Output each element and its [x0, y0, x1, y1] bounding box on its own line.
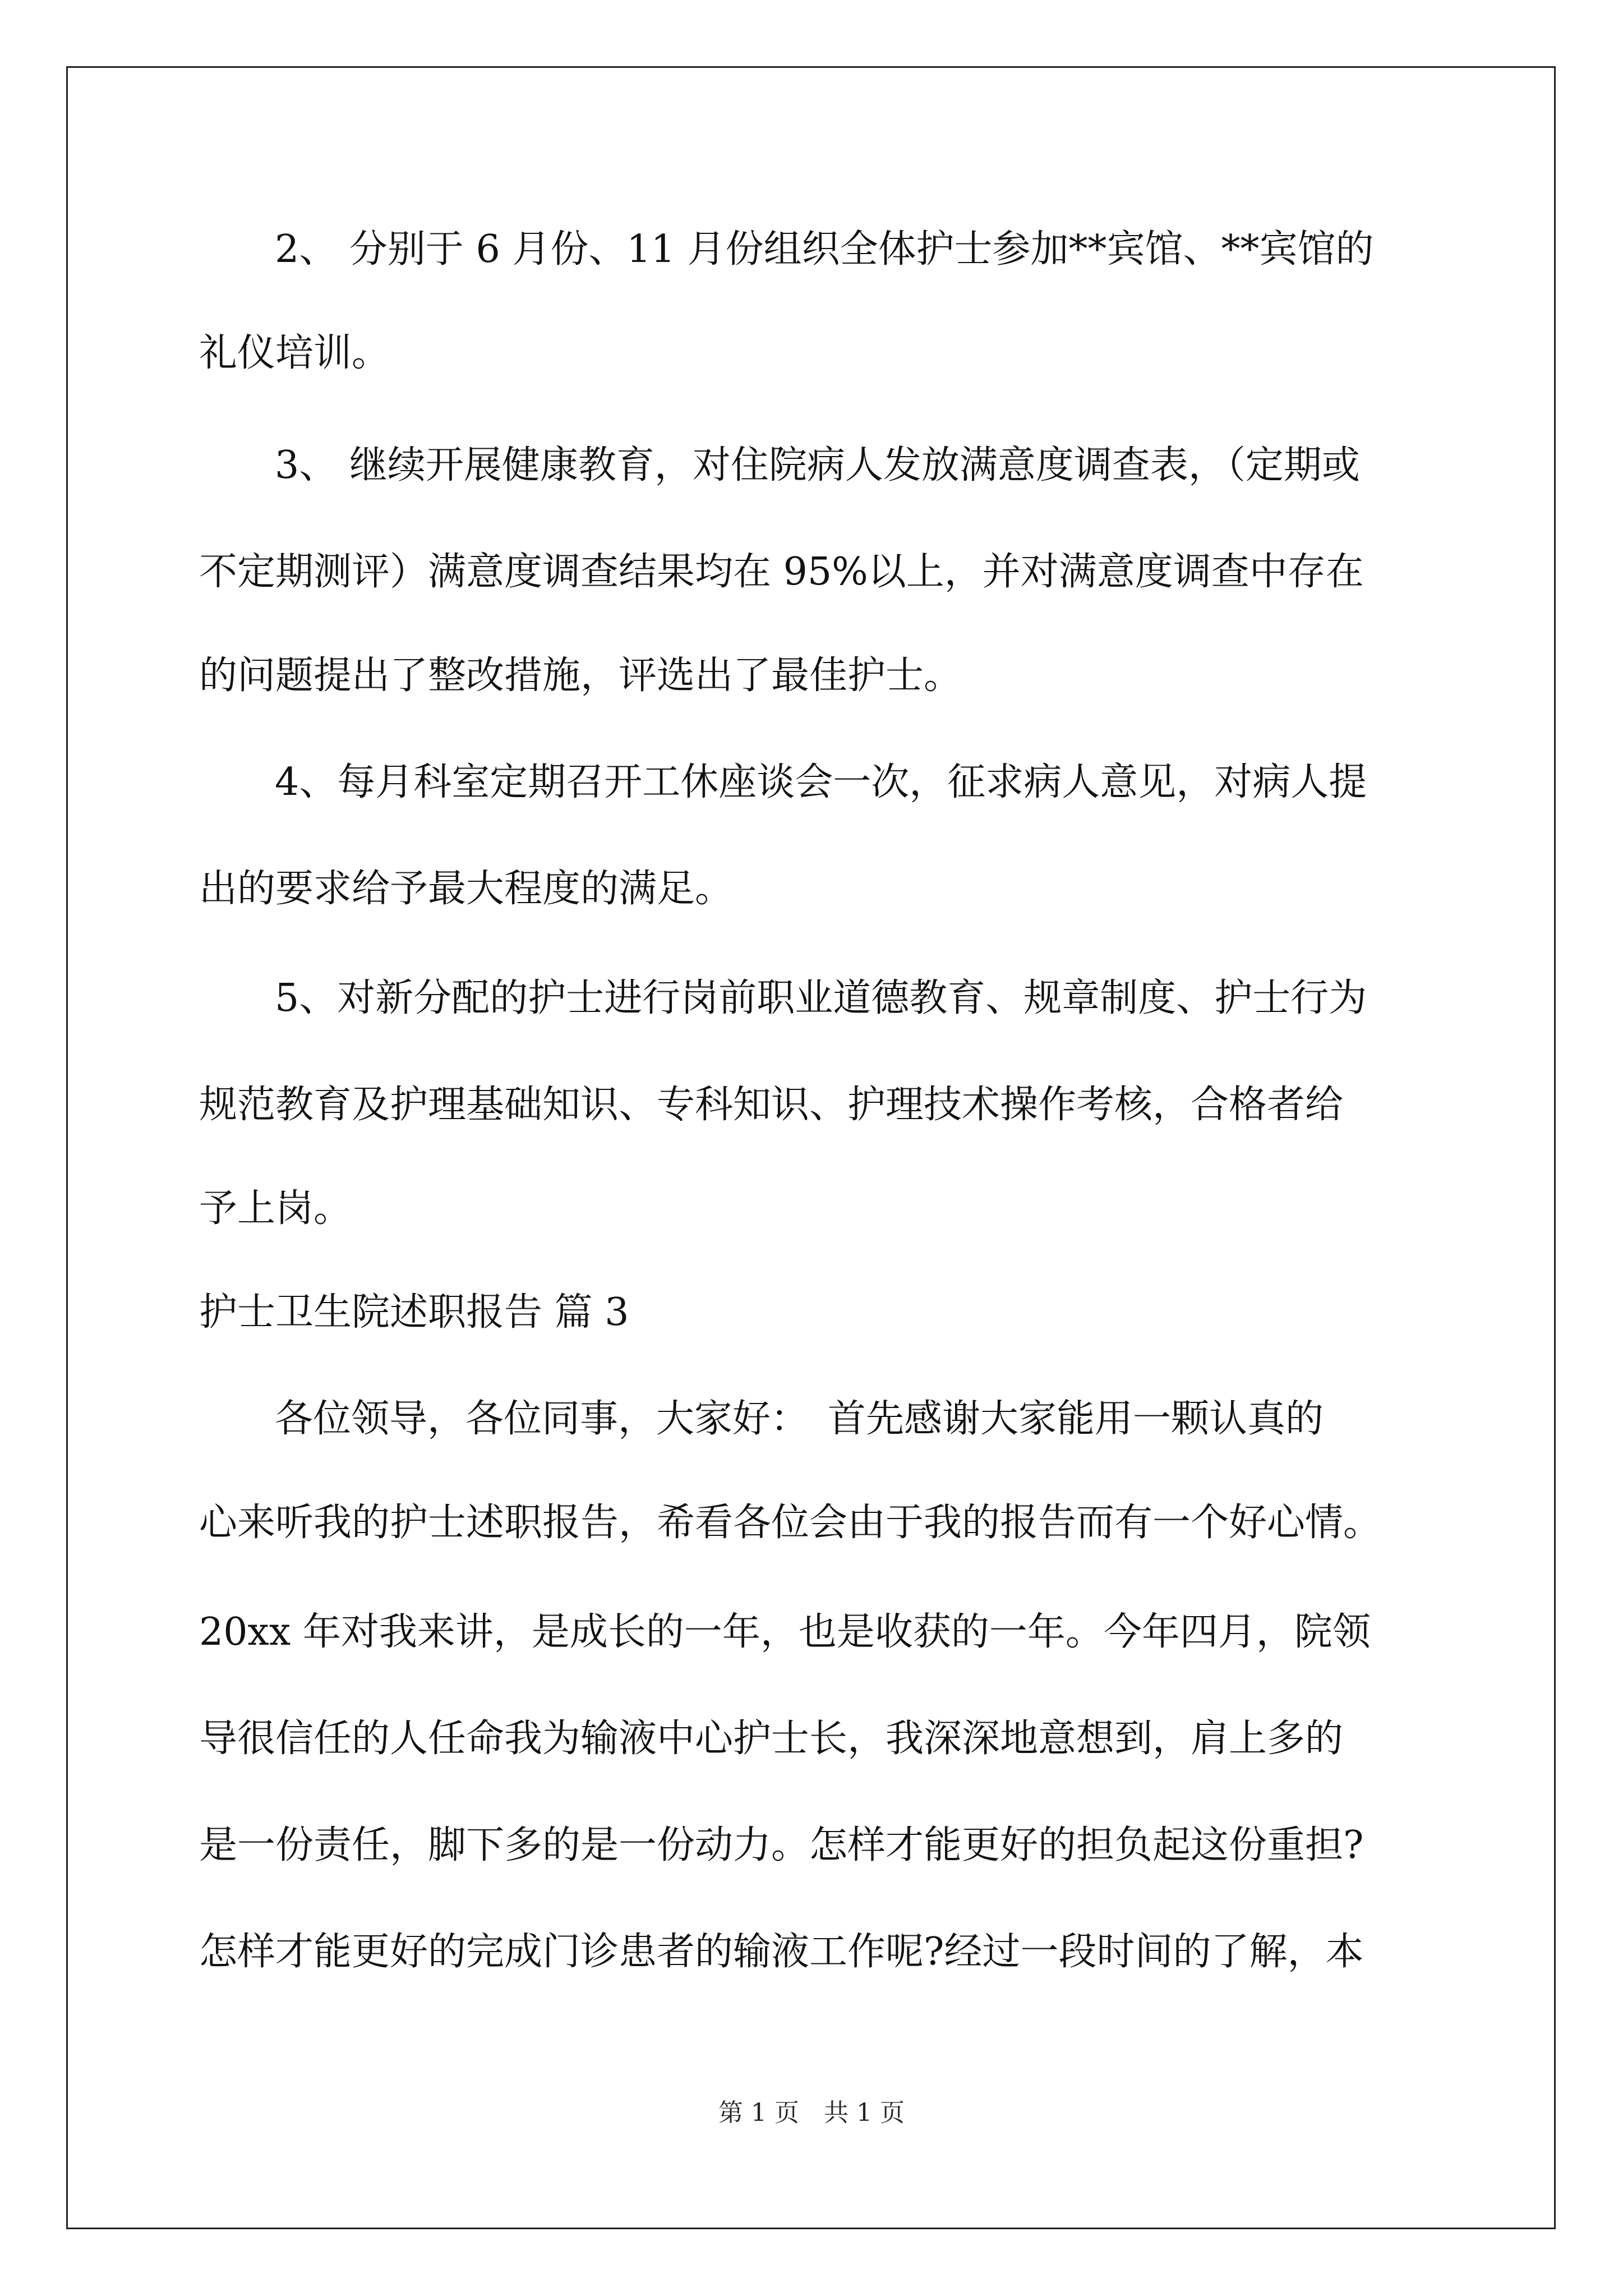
paragraph-6-line-1: 各位领导，各位同事，大家好： 首先感谢大家能用一颗认真的 — [275, 1397, 1324, 1441]
section-heading: 护士卫生院述职报告 篇 3 — [199, 1290, 629, 1335]
paragraph-5-line-2: 规范教育及护理基础知识、专科知识、护理技术操作考核，合格者给 — [199, 1083, 1344, 1127]
page-footer: 第 1 页 共 1 页 — [718, 2099, 905, 2127]
paragraph-4-line-2: 出的要求给予最大程度的满足。 — [199, 867, 734, 911]
page-border — [66, 66, 1556, 2229]
paragraph-6-line-4: 导很信任的人任命我为输液中心护士长，我深深地意想到，肩上多的 — [199, 1717, 1344, 1761]
paragraph-6-line-3: 20xx 年对我来讲，是成长的一年，也是收获的一年。今年四月，院领 — [199, 1610, 1371, 1654]
paragraph-5-line-3: 予上岗。 — [199, 1186, 352, 1231]
paragraph-5-line-1: 5、对新分配的护士进行岗前职业道德教育、规章制度、护士行为 — [275, 976, 1367, 1020]
paragraph-2-line-1: 2、 分别于 6 月份、11 月份组织全体护士参加**宾馆、**宾馆的 — [275, 227, 1374, 272]
paragraph-6-line-2: 心来听我的护士述职报告，希看各位会由于我的报告而有一个好心情。 — [199, 1501, 1382, 1545]
paragraph-3-line-2: 不定期测评）满意度调查结果均在 95%以上，并对满意度调查中存在 — [199, 550, 1364, 594]
paragraph-3-line-1: 3、 继续开展健康教育，对住院病人发放满意度调查表，（定期或 — [275, 443, 1360, 487]
paragraph-2-line-2: 礼仪培训。 — [199, 331, 390, 375]
paragraph-6-line-5: 是一份责任，脚下多的是一份动力。怎样才能更好的担负起这份重担? — [199, 1823, 1364, 1867]
paragraph-4-line-1: 4、每月科室定期召开工休座谈会一次，征求病人意见，对病人提 — [275, 760, 1367, 804]
paragraph-6-line-6: 怎样才能更好的完成门诊患者的输液工作呢?经过一段时间的了解，本 — [199, 1930, 1364, 1974]
paragraph-3-line-3: 的问题提出了整改措施，评选出了最佳护士。 — [199, 654, 962, 698]
